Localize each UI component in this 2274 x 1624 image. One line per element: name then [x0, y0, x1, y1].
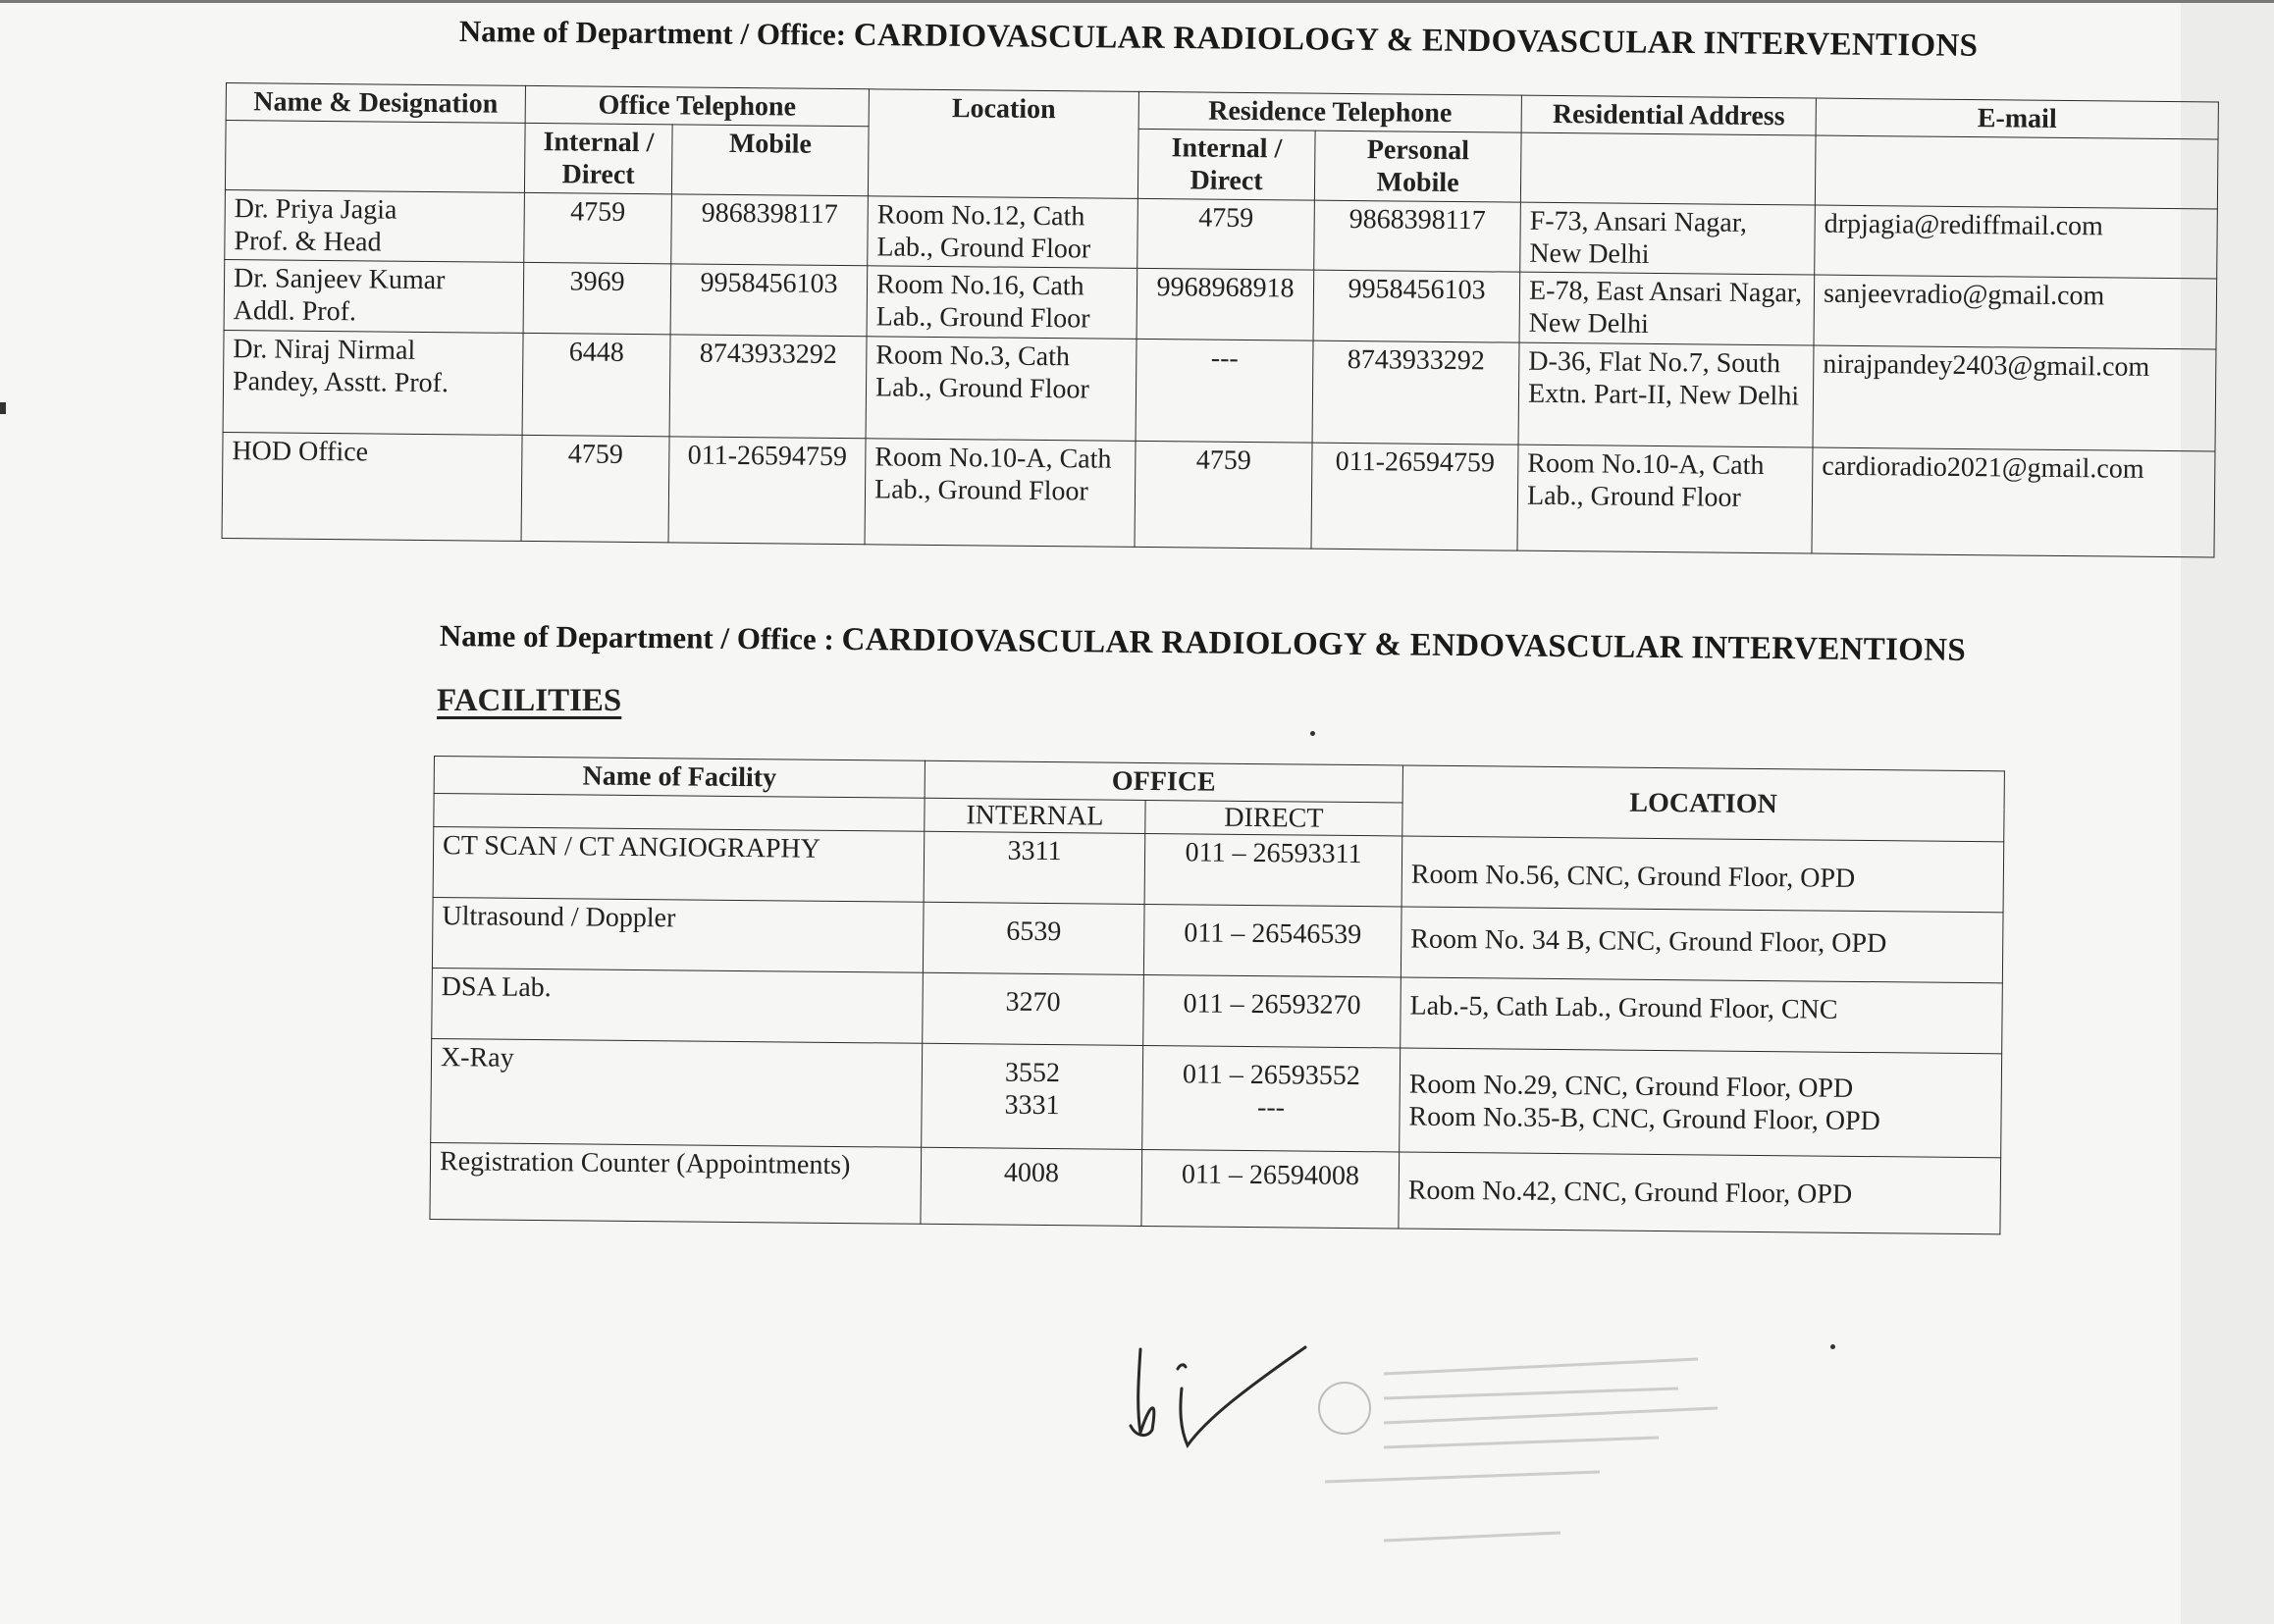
cell-res-internal: 4759 [1137, 198, 1315, 270]
cell-direct: 011 – 26594008 [1141, 1149, 1400, 1229]
signature [1119, 1339, 1315, 1477]
cell-location: Room No.16, Cath Lab., Ground Floor [867, 266, 1137, 340]
cell-name-designation [223, 330, 523, 435]
cell-direct: 011 – 26593270 [1143, 974, 1401, 1048]
cell-internal: 4008 [921, 1147, 1142, 1226]
cell-location: Room No.12, Cath Lab., Ground Floor [868, 196, 1138, 269]
staff-name: HOD Office [232, 436, 369, 468]
cell-email: nirajpandey2403@gmail.com [1813, 345, 2216, 451]
table-row [431, 1038, 2002, 1157]
header-mobile: Mobile [671, 125, 869, 196]
cell-email: sanjeevradio@gmail.com [1814, 275, 2217, 349]
section2-heading [440, 618, 1967, 669]
cell-location [1400, 1048, 2002, 1158]
cell-facility: CT SCAN / CT ANGIOGRAPHY [433, 827, 925, 903]
cell-address: F-73, Ansari Nagar, New Delhi [1520, 202, 1816, 275]
cell-mobile: 011-26594759 [668, 437, 866, 545]
header-internal: INTERNAL [925, 798, 1145, 833]
scan-speck [1830, 1344, 1835, 1349]
staff-designation: Prof. & Head [234, 226, 382, 258]
header-facility-blank [434, 794, 925, 832]
cell-location: Room No.10-A, Cath Lab., Ground Floor [865, 439, 1136, 548]
location-line1: Room No.29, CNC, Ground Floor, OPD [1408, 1069, 1854, 1104]
cell-email: drpjagia@rediffmail.com [1815, 205, 2218, 279]
header-email-blank [1815, 135, 2218, 209]
table-row [223, 330, 2216, 450]
direct-line2: --- [1256, 1092, 1286, 1124]
cell-personal-mobile: 9958456103 [1313, 270, 1520, 342]
cell-address: E-78, East Ansari Nagar, New Delhi [1519, 272, 1815, 345]
cell-mobile: 9958456103 [670, 264, 868, 337]
direct-line1: 011 – 26593552 [1182, 1059, 1361, 1092]
scan-top-edge [0, 0, 2274, 3]
section1-heading-label: Name of Department / Office: [458, 14, 847, 52]
facilities-table [429, 756, 2004, 1234]
header-direct: DIRECT [1145, 800, 1402, 836]
cell-internal [922, 1043, 1143, 1149]
staff-contact-table [222, 82, 2219, 557]
header-office-telephone: Office Telephone [525, 85, 869, 126]
cell-internal: 3969 [523, 262, 671, 334]
scan-speck [0, 402, 6, 414]
cell-location: Room No. 34 B, CNC, Ground Floor, OPD [1401, 907, 2003, 983]
header-email: E-mail [1816, 98, 2218, 139]
header-res-internal-direct: Internal / Direct [1137, 129, 1315, 200]
header-name-designation: Name & Designation [226, 83, 525, 124]
header-name-blank [225, 121, 525, 193]
cell-internal: 4759 [524, 192, 672, 263]
cell-personal-mobile: 8743933292 [1312, 341, 1519, 445]
cell-direct: 011 – 26546539 [1143, 904, 1401, 977]
cell-email: cardioradio2021@gmail.com [1812, 447, 2215, 557]
header-location: Location [868, 89, 1138, 199]
cell-facility: X-Ray [431, 1038, 923, 1147]
staff-name: Dr. Niraj Nirmal [233, 334, 416, 366]
cell-res-internal: --- [1136, 339, 1313, 443]
cell-internal: 4759 [521, 435, 669, 542]
cell-internal: 6539 [923, 902, 1144, 974]
header-residential-address: Residential Address [1521, 95, 1816, 135]
internal-line2: 3331 [1004, 1089, 1060, 1122]
section1-heading [459, 14, 1979, 65]
cell-name-designation [222, 432, 522, 541]
table-row [430, 1142, 2001, 1233]
internal-line1: 3552 [1004, 1057, 1061, 1089]
section2-heading-label: Name of Department / Office : [439, 618, 834, 656]
cell-mobile: 8743933292 [669, 335, 867, 439]
cell-address: D-36, Flat No.7, South Extn. Part-II, New Delhi [1518, 342, 1814, 447]
facilities-title: FACILITIES [437, 683, 622, 718]
section1-heading-department: CARDIOVASCULAR RADIOLOGY & ENDOVASCULAR INTERVENTIONS [853, 17, 1979, 64]
cell-mobile: 9868398117 [671, 194, 869, 266]
cell-res-internal: 9968968918 [1137, 268, 1314, 341]
header-office: OFFICE [925, 760, 1402, 803]
header-residence-telephone: Residence Telephone [1138, 91, 1521, 132]
cell-internal: 3311 [924, 831, 1145, 904]
cell-facility: Registration Counter (Appointments) [430, 1142, 922, 1224]
cell-address: Room No.10-A, Cath Lab., Ground Floor [1517, 445, 1813, 553]
location-line2: Room No.35-B, CNC, Ground Floor, OPD [1408, 1101, 1881, 1137]
cell-location: Room No.56, CNC, Ground Floor, OPD [1401, 836, 2004, 913]
header-personal-mobile: Personal Mobile [1314, 131, 1521, 202]
cell-location: Lab.-5, Cath Lab., Ground Floor, CNC [1401, 977, 2003, 1054]
scan-speck [1310, 731, 1315, 736]
cell-internal: 3270 [923, 972, 1144, 1045]
header-location: LOCATION [1402, 765, 2005, 842]
cell-internal: 6448 [522, 333, 670, 436]
cell-location: Room No.42, CNC, Ground Floor, OPD [1399, 1152, 2001, 1234]
section2-heading-department: CARDIOVASCULAR RADIOLOGY & ENDOVASCULAR INTERVENTIONS [841, 621, 1967, 668]
table-row [222, 432, 2215, 556]
staff-name: Dr. Priya Jagia [234, 193, 397, 226]
official-stamp [1305, 1354, 1737, 1580]
cell-facility: DSA Lab. [432, 968, 924, 1043]
cell-personal-mobile: 9868398117 [1314, 200, 1521, 272]
staff-designation: Addl. Prof. [233, 295, 357, 328]
cell-location: Room No.3, Cath Lab., Ground Floor [866, 337, 1137, 442]
cell-direct: 011 – 26593311 [1144, 833, 1402, 907]
staff-designation: Pandey, Asstt. Prof. [232, 366, 450, 399]
cell-res-internal: 4759 [1135, 441, 1312, 549]
cell-facility: Ultrasound / Doppler [432, 897, 924, 972]
header-facility: Name of Facility [434, 757, 925, 799]
header-internal-direct: Internal / Direct [524, 123, 672, 193]
cell-name-designation [225, 189, 525, 262]
cell-name-designation [224, 259, 524, 333]
cell-personal-mobile: 011-26594759 [1311, 443, 1518, 550]
staff-name: Dr. Sanjeev Kumar [233, 263, 446, 296]
cell-direct [1142, 1045, 1401, 1152]
header-address-blank [1520, 132, 1816, 205]
